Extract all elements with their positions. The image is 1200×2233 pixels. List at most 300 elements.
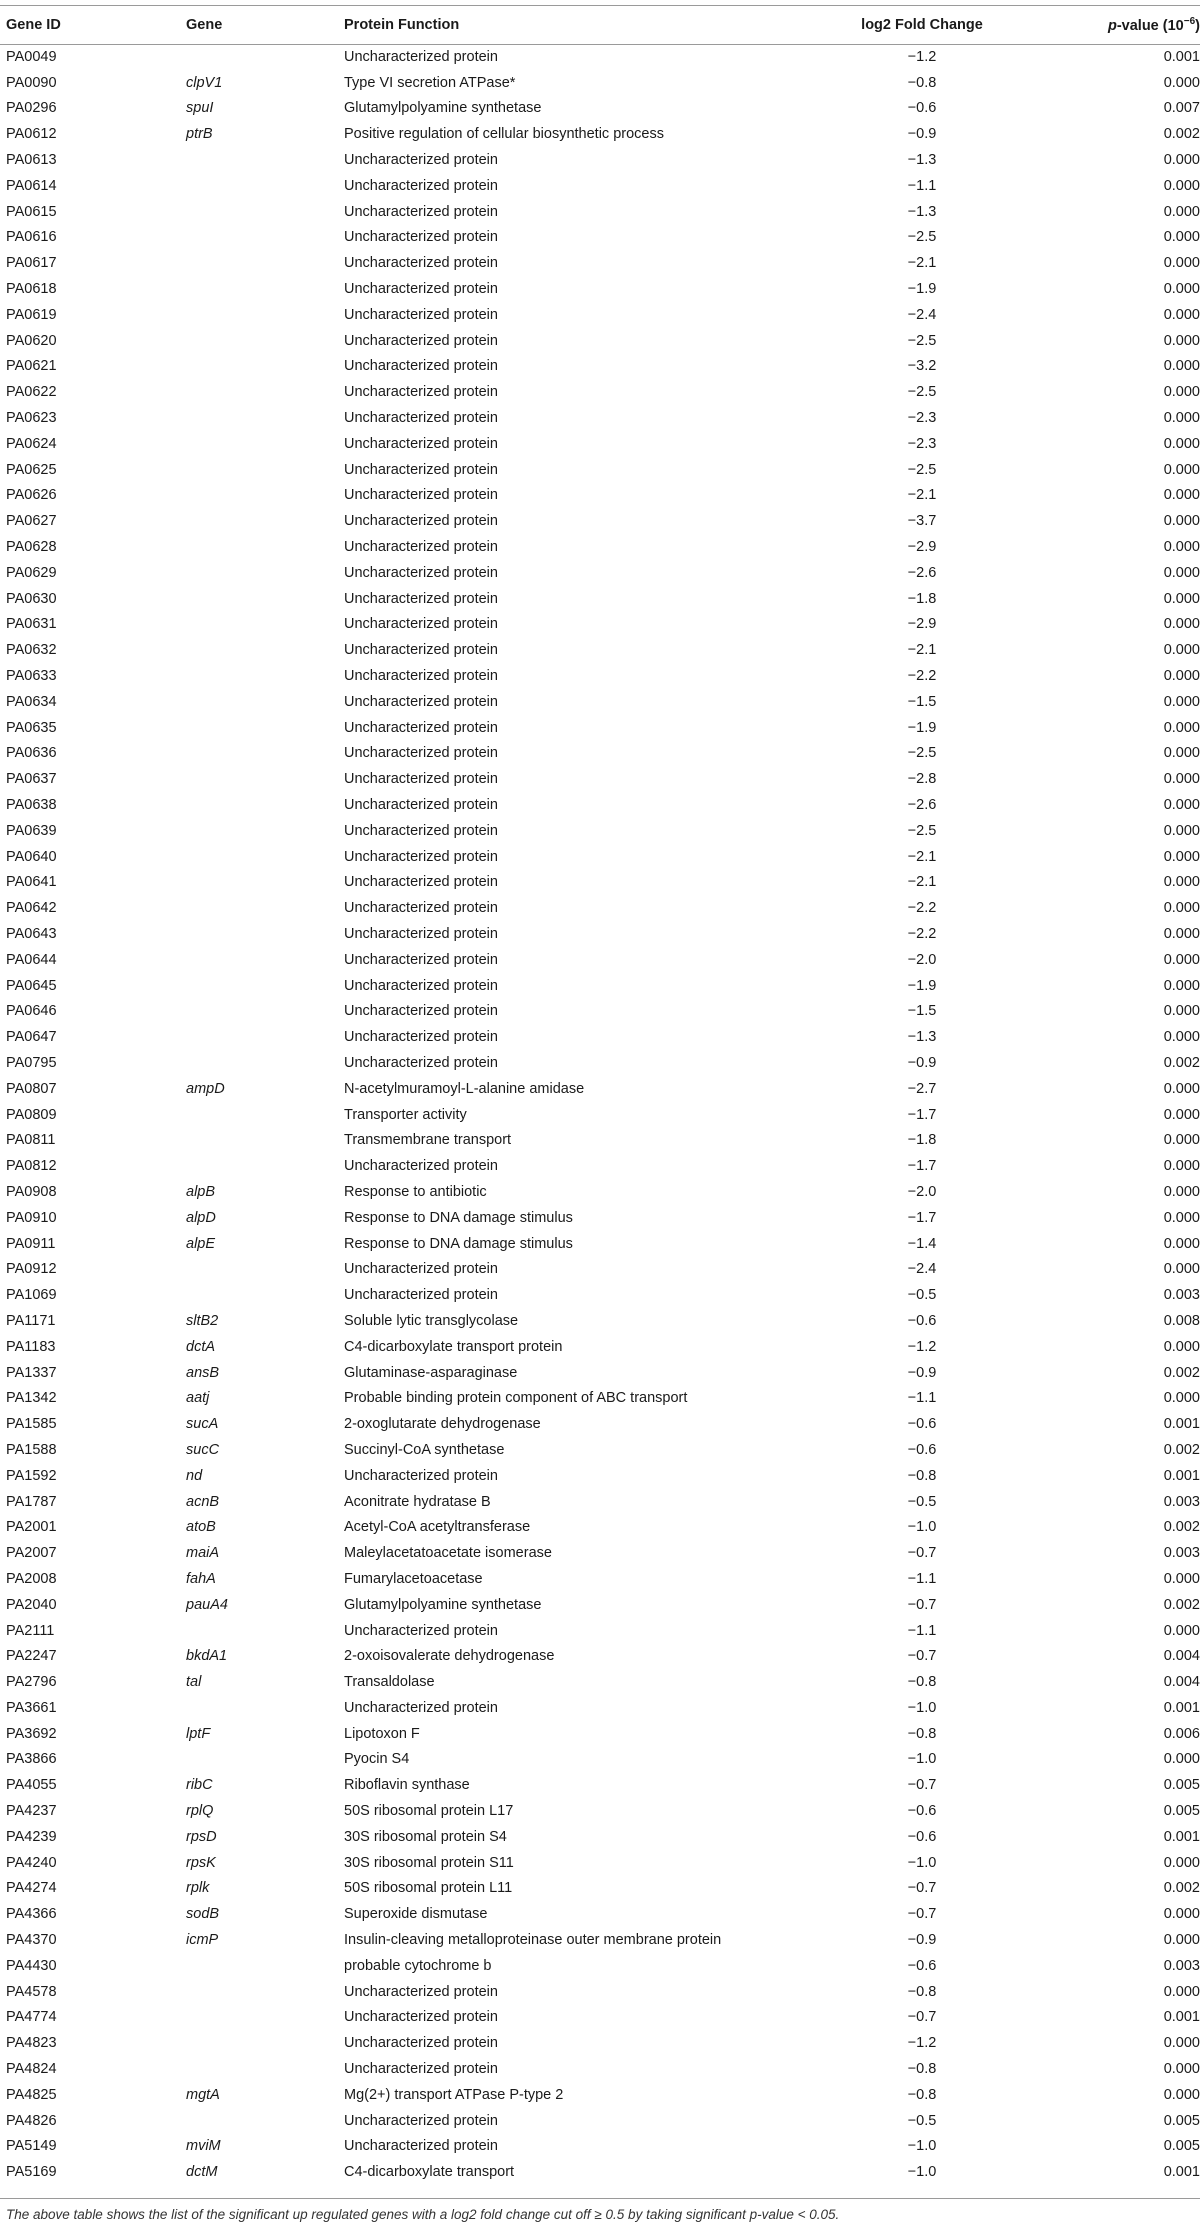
gene-cell: [186, 637, 344, 663]
table-row: [0, 1153, 1200, 1179]
gene-cell: ptrB: [186, 126, 213, 143]
p-value-cell: 0.000: [1163, 461, 1200, 478]
p-value-cell: 0.000: [1163, 2061, 1200, 2078]
p-value-cell: 0.000: [1163, 358, 1200, 375]
table-row: [0, 973, 1200, 999]
fold-change-cell: −1.4: [907, 1235, 937, 1252]
p-value-cell: 0.001: [1163, 1416, 1200, 1433]
p-value-cell: 0.000: [1163, 925, 1200, 942]
fold-change-cell: −3.2: [907, 358, 937, 375]
protein-function-cell: Glutaminase-asparaginase: [344, 1364, 518, 1381]
gene-cell: lptF: [186, 1725, 211, 1742]
table-row: [0, 1179, 1200, 1205]
p-value-cell: 0.000: [1163, 229, 1200, 246]
fold-change-cell: −1.1: [907, 1390, 937, 1407]
p-value-cell: 0.002: [1163, 1519, 1200, 1536]
protein-function-cell: Lipotoxon F: [344, 1725, 420, 1742]
gene-id-cell: PA5169: [6, 2164, 57, 2181]
p-value-cell: 0.000: [1163, 693, 1200, 710]
gene-id-cell: PA4237: [6, 1803, 57, 1820]
fold-change-cell: −1.0: [907, 1854, 937, 1871]
table-row: [0, 1540, 1200, 1566]
protein-function-cell: Uncharacterized protein: [344, 1158, 498, 1175]
table-row: [0, 1772, 1200, 1798]
fold-change-cell: −0.5: [907, 1287, 937, 1304]
header-p-letter: p: [1107, 17, 1117, 34]
fold-change-cell: −2.5: [907, 332, 937, 349]
protein-function-cell: Uncharacterized protein: [344, 1622, 498, 1639]
fold-change-cell: −1.7: [907, 1106, 937, 1123]
fold-change-cell: −1.1: [907, 177, 937, 194]
fold-change-cell: −2.1: [907, 874, 937, 891]
fold-change-cell: −2.4: [907, 306, 937, 323]
table-row: [0, 1463, 1200, 1489]
protein-function-cell: Uncharacterized protein: [344, 384, 498, 401]
fold-change-cell: −1.9: [907, 977, 937, 994]
header-gene-id: Gene ID: [6, 17, 61, 33]
fold-change-cell: −2.1: [907, 487, 937, 504]
protein-function-cell: Uncharacterized protein: [344, 2061, 498, 2078]
fold-change-cell: −0.7: [907, 1777, 937, 1794]
gene-id-cell: PA0812: [6, 1158, 57, 1175]
header-p-rest: -value (10: [1116, 17, 1184, 34]
fold-change-cell: −2.1: [907, 642, 937, 659]
gene-id-cell: PA0911: [6, 1235, 56, 1252]
gene-cell: [186, 483, 344, 509]
fold-change-cell: −2.5: [907, 822, 937, 839]
protein-function-cell: Uncharacterized protein: [344, 1029, 498, 1046]
gene-cell: sucA: [186, 1416, 219, 1433]
gene-id-cell: PA0638: [6, 797, 57, 813]
table-row: [0, 895, 1200, 921]
table-row: [0, 818, 1200, 844]
p-value-cell: 0.006: [1163, 1725, 1200, 1742]
protein-function-cell: Superoxide dismutase: [344, 1906, 488, 1923]
p-value-cell: 0.000: [1163, 668, 1200, 685]
fold-change-cell: −2.1: [907, 848, 937, 865]
fold-change-cell: −0.8: [907, 2061, 937, 2078]
gene-cell: [186, 2005, 344, 2031]
fold-change-cell: −2.6: [907, 564, 937, 581]
gene-cell: ribC: [186, 1777, 213, 1794]
protein-function-cell: Response to DNA damage stimulus: [344, 1235, 573, 1252]
p-value-cell: 0.000: [1163, 487, 1200, 504]
gene-id-cell: PA0629: [6, 564, 57, 581]
table-row: [0, 637, 1200, 663]
table-row: [0, 2108, 1200, 2134]
fold-change-cell: −1.0: [907, 2138, 937, 2155]
table-row: [0, 1385, 1200, 1411]
protein-function-cell: Transporter activity: [344, 1106, 467, 1123]
protein-function-cell: Response to DNA damage stimulus: [344, 1209, 573, 1226]
protein-function-cell: Insulin-cleaving metalloproteinase outer membrane protein: [344, 1932, 722, 1949]
table-row: [0, 1643, 1200, 1669]
protein-function-cell: Uncharacterized protein: [344, 229, 498, 246]
table-row: [0, 1514, 1200, 1540]
protein-function-cell: Pyocin S4: [344, 1751, 410, 1768]
gene-id-cell: PA1069: [6, 1287, 57, 1304]
gene-id-cell: PA4826: [6, 2112, 57, 2129]
gene-id-cell: PA4240: [6, 1854, 57, 1871]
gene-id-cell: PA4055: [6, 1777, 57, 1794]
gene-id-cell: PA3866: [6, 1751, 57, 1768]
gene-id-cell: PA0612: [6, 126, 57, 143]
gene-id-cell: PA0631: [6, 616, 57, 633]
gene-cell: [186, 560, 344, 586]
table-row: [0, 560, 1200, 586]
table-row: [0, 44, 1200, 70]
p-value-cell: 0.003: [1163, 1493, 1200, 1510]
gene-id-cell: PA1342: [6, 1390, 57, 1407]
table-row: [0, 586, 1200, 612]
gene-id-cell: PA4824: [6, 2061, 57, 2078]
header-rule: [0, 44, 1200, 45]
protein-function-cell: Maleylacetatoacetate isomerase: [344, 1545, 552, 1562]
fold-change-cell: −0.9: [907, 1932, 937, 1949]
gene-id-cell: PA0049: [6, 48, 57, 65]
fold-change-cell: −1.3: [907, 1029, 937, 1046]
gene-id-cell: PA0621: [6, 358, 57, 375]
table-row: [0, 998, 1200, 1024]
p-value-cell: 0.000: [1163, 1932, 1200, 1949]
gene-cell: ansB: [186, 1364, 220, 1381]
gene-id-cell: PA0623: [6, 410, 57, 427]
table-row: [0, 225, 1200, 251]
p-value-cell: 0.002: [1163, 1880, 1200, 1897]
p-value-cell: 0.000: [1163, 410, 1200, 427]
fold-change-cell: −1.2: [907, 2035, 937, 2052]
gene-cell: [186, 328, 344, 354]
gene-cell: [186, 1024, 344, 1050]
protein-function-cell: Transaldolase: [344, 1674, 435, 1691]
protein-function-cell: Uncharacterized protein: [344, 358, 498, 375]
gene-id-cell: PA4774: [6, 2009, 57, 2026]
gene-id-cell: PA0647: [6, 1029, 57, 1046]
gene-id-cell: PA1588: [6, 1441, 57, 1458]
p-value-cell: 0.000: [1163, 1622, 1200, 1639]
table-row: [0, 173, 1200, 199]
p-value-cell: 0.000: [1163, 513, 1200, 530]
gene-cell: [186, 1127, 344, 1153]
table-row: [0, 1205, 1200, 1231]
gene-id-cell: PA0625: [6, 461, 57, 478]
table-row: [0, 2159, 1200, 2185]
gene-cell: [186, 1979, 344, 2005]
protein-function-cell: Uncharacterized protein: [344, 177, 498, 194]
protein-function-cell: Uncharacterized protein: [344, 900, 498, 917]
header-p-close: ): [1195, 17, 1200, 34]
gene-cell: [186, 302, 344, 328]
table-row: [0, 457, 1200, 483]
gene-cell: [186, 1256, 344, 1282]
p-value-cell: 0.005: [1163, 1777, 1200, 1794]
gene-cell: [186, 766, 344, 792]
gene-cell: [186, 508, 344, 534]
header-p-exp: −6: [1183, 16, 1196, 28]
gene-cell: rpsK: [186, 1854, 216, 1871]
table-row: [0, 302, 1200, 328]
gene-cell: mgtA: [186, 2086, 220, 2103]
fold-change-cell: −0.8: [907, 74, 937, 91]
fold-change-cell: −2.7: [907, 1080, 937, 1097]
table-row: [0, 612, 1200, 638]
gene-cell: [186, 1153, 344, 1179]
table-row: [0, 405, 1200, 431]
p-value-cell: 0.000: [1163, 1854, 1200, 1871]
gene-id-cell: PA2008: [6, 1570, 57, 1587]
gene-cell: sucC: [186, 1441, 220, 1458]
gene-id-cell: PA2796: [6, 1674, 57, 1691]
protein-function-cell: Uncharacterized protein: [344, 977, 498, 994]
gene-cell: [186, 147, 344, 173]
p-value-cell: 0.000: [1163, 306, 1200, 323]
fold-change-cell: −1.9: [907, 719, 937, 736]
table-row: [0, 844, 1200, 870]
table-row: [0, 1308, 1200, 1334]
p-value-cell: 0.000: [1163, 1570, 1200, 1587]
gene-id-cell: PA0630: [6, 590, 57, 607]
protein-function-cell: Aconitrate hydratase B: [344, 1493, 491, 1510]
fold-change-cell: −2.0: [907, 1183, 937, 1200]
protein-function-cell: Transmembrane transport: [344, 1132, 512, 1149]
table-row: [0, 379, 1200, 405]
table-row: [0, 1360, 1200, 1386]
gene-cell: [186, 250, 344, 276]
p-value-cell: 0.000: [1163, 2086, 1200, 2103]
p-value-cell: 0.000: [1163, 590, 1200, 607]
gene-id-cell: PA3661: [6, 1699, 57, 1716]
gene-cell: rplk: [186, 1880, 210, 1897]
p-value-cell: 0.000: [1163, 1906, 1200, 1923]
table-row: [0, 1953, 1200, 1979]
gene-id-cell: PA4366: [6, 1906, 57, 1923]
gene-cell: [186, 431, 344, 457]
protein-function-cell: Uncharacterized protein: [344, 848, 498, 865]
protein-function-cell: Uncharacterized protein: [344, 2112, 498, 2129]
protein-function-cell: Uncharacterized protein: [344, 203, 498, 220]
gene-cell: [186, 612, 344, 638]
fold-change-cell: −2.1: [907, 255, 937, 272]
table-row: [0, 1850, 1200, 1876]
gene-id-cell: PA0908: [6, 1183, 57, 1200]
gene-cell: rpsD: [186, 1828, 217, 1845]
table-row: [0, 1076, 1200, 1102]
p-value-cell: 0.000: [1163, 1261, 1200, 1278]
gene-id-cell: PA0618: [6, 281, 57, 298]
gene-cell: [186, 457, 344, 483]
table-row: [0, 1927, 1200, 1953]
table-row: [0, 1127, 1200, 1153]
p-value-cell: 0.000: [1163, 977, 1200, 994]
gene-cell: dctA: [186, 1338, 216, 1355]
protein-function-cell: Uncharacterized protein: [344, 564, 498, 581]
p-value-cell: 0.000: [1163, 1751, 1200, 1768]
fold-change-cell: −0.8: [907, 1674, 937, 1691]
gene-cell: [186, 663, 344, 689]
gene-cell: [186, 405, 344, 431]
protein-function-cell: Uncharacterized protein: [344, 152, 498, 169]
p-value-cell: 0.000: [1163, 900, 1200, 917]
protein-function-cell: Uncharacterized protein: [344, 306, 498, 323]
table-row: [0, 328, 1200, 354]
gene-id-cell: PA0619: [6, 306, 57, 323]
protein-function-cell: Positive regulation of cellular biosynthetic process: [344, 126, 664, 143]
protein-function-cell: Uncharacterized protein: [344, 281, 498, 298]
gene-cell: [186, 818, 344, 844]
table-row: [0, 70, 1200, 96]
gene-id-cell: PA2040: [6, 1596, 57, 1613]
table-row: [0, 1411, 1200, 1437]
protein-function-cell: Uncharacterized protein: [344, 435, 498, 452]
protein-function-cell: 30S ribosomal protein S4: [344, 1828, 507, 1845]
table-row: [0, 1437, 1200, 1463]
fold-change-cell: −2.5: [907, 745, 937, 762]
fold-change-cell: −1.2: [907, 48, 937, 65]
p-value-cell: 0.005: [1163, 1803, 1200, 1820]
p-value-cell: 0.000: [1163, 1183, 1200, 1200]
protein-function-cell: Uncharacterized protein: [344, 1054, 498, 1071]
table-row: [0, 2134, 1200, 2160]
gene-id-cell: PA0642: [6, 900, 57, 917]
table-row: [0, 1050, 1200, 1076]
p-value-cell: 0.000: [1163, 745, 1200, 762]
p-value-cell: 0.001: [1163, 1828, 1200, 1845]
gene-id-cell: PA4578: [6, 1983, 57, 2000]
protein-function-cell: Uncharacterized protein: [344, 332, 498, 349]
gene-id-cell: PA0620: [6, 332, 57, 349]
gene-id-cell: PA0634: [6, 693, 57, 710]
protein-function-cell: Uncharacterized protein: [344, 48, 498, 65]
table-row: [0, 1618, 1200, 1644]
p-value-cell: 0.001: [1163, 2009, 1200, 2026]
fold-change-cell: −2.9: [907, 539, 937, 556]
protein-function-cell: Acetyl-CoA acetyltransferase: [344, 1519, 531, 1536]
gene-cell: [186, 586, 344, 612]
table-row: [0, 96, 1200, 122]
fold-change-cell: −2.3: [907, 410, 937, 427]
gene-id-cell: PA0633: [6, 668, 57, 685]
fold-change-cell: −1.8: [907, 1132, 937, 1149]
fold-change-cell: −1.7: [907, 1209, 937, 1226]
protein-function-cell: N-acetylmuramoyl-L-alanine amidase: [344, 1080, 585, 1097]
p-value-cell: 0.002: [1163, 1596, 1200, 1613]
p-value-cell: 0.002: [1163, 126, 1200, 143]
p-value-cell: 0.002: [1163, 1054, 1200, 1071]
gene-id-cell: PA0912: [6, 1261, 57, 1278]
fold-change-cell: −3.7: [907, 513, 937, 530]
fold-change-cell: −1.0: [907, 1519, 937, 1536]
protein-function-cell: Uncharacterized protein: [344, 255, 498, 272]
table-row: [0, 663, 1200, 689]
protein-function-cell: Uncharacterized protein: [344, 1261, 498, 1278]
gene-cell: alpB: [186, 1183, 216, 1200]
table-body: [0, 44, 1200, 2185]
gene-id-cell: PA5149: [6, 2138, 57, 2155]
p-value-cell: 0.000: [1163, 74, 1200, 91]
p-value-cell: 0.000: [1163, 1158, 1200, 1175]
table-row: [0, 792, 1200, 818]
fold-change-cell: −2.2: [907, 900, 937, 917]
p-value-cell: 0.000: [1163, 771, 1200, 788]
gene-cell: tal: [186, 1674, 202, 1691]
fold-change-cell: −1.3: [907, 152, 937, 169]
fold-change-cell: −1.5: [907, 693, 937, 710]
gene-cell: clpV1: [186, 74, 223, 91]
gene-id-cell: PA4370: [6, 1932, 57, 1949]
p-value-cell: 0.000: [1163, 152, 1200, 169]
protein-function-cell: C4-dicarboxylate transport: [344, 2164, 515, 2181]
fold-change-cell: −1.2: [907, 1338, 937, 1355]
protein-function-cell: Uncharacterized protein: [344, 539, 498, 556]
table-row: [0, 1876, 1200, 1902]
protein-function-cell: Uncharacterized protein: [344, 951, 498, 968]
fold-change-cell: −1.5: [907, 1003, 937, 1020]
gene-id-cell: PA0632: [6, 642, 57, 659]
header-fold-change: log2 Fold Change: [861, 17, 983, 33]
p-value-cell: 0.001: [1163, 1467, 1200, 1484]
header-row: [0, 6, 1200, 44]
p-value-cell: 0.000: [1163, 616, 1200, 633]
gene-cell: [186, 973, 344, 999]
gene-cell: maiA: [186, 1545, 220, 1562]
gene-id-cell: PA0626: [6, 487, 57, 504]
table-row: [0, 1592, 1200, 1618]
gene-cell: dctM: [186, 2164, 218, 2181]
protein-function-cell: Fumarylacetoacetase: [344, 1570, 483, 1587]
p-value-cell: 0.000: [1163, 564, 1200, 581]
gene-id-cell: PA0635: [6, 719, 57, 736]
gene-cell: [186, 895, 344, 921]
fold-change-cell: −0.8: [907, 2086, 937, 2103]
table-row: [0, 2056, 1200, 2082]
p-value-cell: 0.000: [1163, 539, 1200, 556]
gene-id-cell: PA4823: [6, 2035, 57, 2052]
protein-function-cell: Probable binding protein component of ABC transport: [344, 1390, 688, 1407]
gene-cell: nd: [186, 1467, 203, 1484]
p-value-cell: 0.005: [1163, 2138, 1200, 2155]
p-value-cell: 0.003: [1163, 1287, 1200, 1304]
fold-change-cell: −0.9: [907, 1054, 937, 1071]
gene-cell: [186, 199, 344, 225]
protein-function-cell: Soluble lytic transglycolase: [344, 1312, 519, 1329]
table-row: [0, 250, 1200, 276]
fold-change-cell: −1.7: [907, 1158, 937, 1175]
p-value-cell: 0.004: [1163, 1648, 1200, 1665]
fold-change-cell: −2.9: [907, 616, 937, 633]
table-row: [0, 1747, 1200, 1773]
gene-id-cell: PA0640: [6, 848, 57, 865]
gene-id-cell: PA4274: [6, 1880, 57, 1897]
fold-change-cell: −2.5: [907, 229, 937, 246]
fold-change-cell: −1.0: [907, 1751, 937, 1768]
fold-change-cell: −1.8: [907, 590, 937, 607]
p-value-cell: 0.000: [1163, 642, 1200, 659]
fold-change-cell: −2.2: [907, 668, 937, 685]
p-value-cell: 0.000: [1163, 1390, 1200, 1407]
table-row: [0, 2005, 1200, 2031]
fold-change-cell: −2.3: [907, 435, 937, 452]
protein-function-cell: Uncharacterized protein: [344, 487, 498, 504]
gene-id-cell: PA0643: [6, 925, 57, 942]
fold-change-cell: −2.5: [907, 461, 937, 478]
gene-id-cell: PA1171: [6, 1312, 56, 1329]
fold-change-cell: −1.1: [907, 1622, 937, 1639]
table-row: [0, 1566, 1200, 1592]
fold-change-cell: −2.8: [907, 771, 937, 788]
table-row: [0, 921, 1200, 947]
protein-function-cell: 50S ribosomal protein L17: [344, 1803, 514, 1820]
table-row: [0, 870, 1200, 896]
